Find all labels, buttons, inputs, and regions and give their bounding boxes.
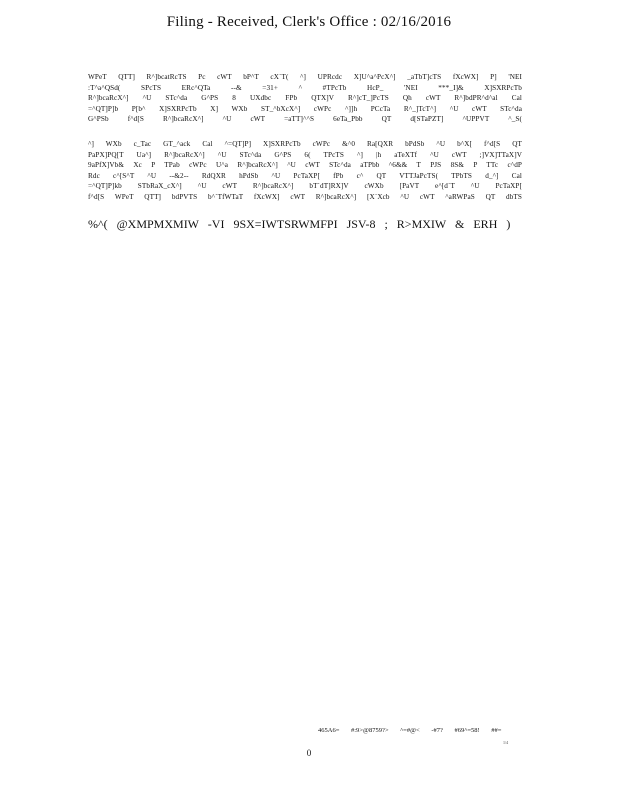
text-line: PaPX]PQ[T Ua^] R^]bcaRcX^] ^U STc^da G^PS 6( TPcTS ^] |h aTeXTf ^U cWT ;]VX]TTaX]V [88,150,522,159]
text-line: G^PSb f^d[S R^]bcaRcX^] ^U cWT =aTT]^^S 6eTa_Pbb QT d[STaPZT] ^UPPVT ^_S( [88,115,522,124]
text-line: 9aPfX]Vb& Xc P TPab cWPc U^a R^]bcaRcX^] ^U cWT STc^da aTPbb ^6&& T PJS 8S& P TTc c^dP [88,161,522,170]
text-line: =^QT]P]kb STbRaX_cX^] ^U cWT R^]bcaRcX^] bT`dT]RX]V cWXb [PaVT e^[d`T ^U PcTaXP[ [88,182,522,191]
text-line: :T^a^QSd( SPcTS ERc^QTa --& =31+ ^ #TPcTb HcP_ 'NEI ***_I]& X]SXRPcTb [88,83,522,92]
paragraph-1 [88,72,522,125]
text-line: R^]bcaRcX^] ^U STc^da G^PS 8 UXdbc FPb QTX]V R^]cT_]PcTS Qh cWT R^]bdPR^d^al Cal [88,94,522,103]
filing-header: Filing - Received, Clerk's Office : 02/16/2016 [166,14,452,30]
text-line: ^] WXb c_Tac GT_^ack Cal ^=QT]P] X]SXRPcTb cWPc &^0 Ra[QXR bPdSb ^U b^X[ f^d[S QT [88,139,522,148]
text-line: =^QT]P]b P[b^ X]SXRPcTb X] WXb ST_^bXcX^] cWPc ^]]h PCcTa R^_]TcT^] ^U cWT STc^da [88,104,522,113]
text-line: WPeT QTT] R^]bcatRcTS Pc cWT bP^T cX`T( ^] UPRcdc X]U^a^PcX^] _aTbT]cTS fXcWX] P] 'NEI [88,73,522,81]
footer-small-mark: 1/4 [503,740,509,745]
paragraph-2 [88,139,522,203]
page-number: 0 [306,748,312,758]
document-body [88,72,522,249]
text-line: Rdc c^[S^T ^U --&2-- RdQXR hPdSb ^U PcTaXP[ fPb c^ QT VTTJaPcTS( TPbTS d_^] Cal [88,171,522,180]
section-heading: %^( @XMPMXMIW -VI 9SX=IWTSRWMFPI JSV-8 ; R>MXIW & ERH ) [88,216,511,231]
text-line: f^d[S WPeT QTT] bdPVTS b^`TfWTaT fXcWX] cWT R^]bcaRcX^] [X`Xcb ^U cWT ^aRWPaS QT dbTS [88,192,522,201]
footer-codes: 465A6= #:9>@8759?> ^=#@< -#7? #69^=58! ##= [318,727,502,734]
